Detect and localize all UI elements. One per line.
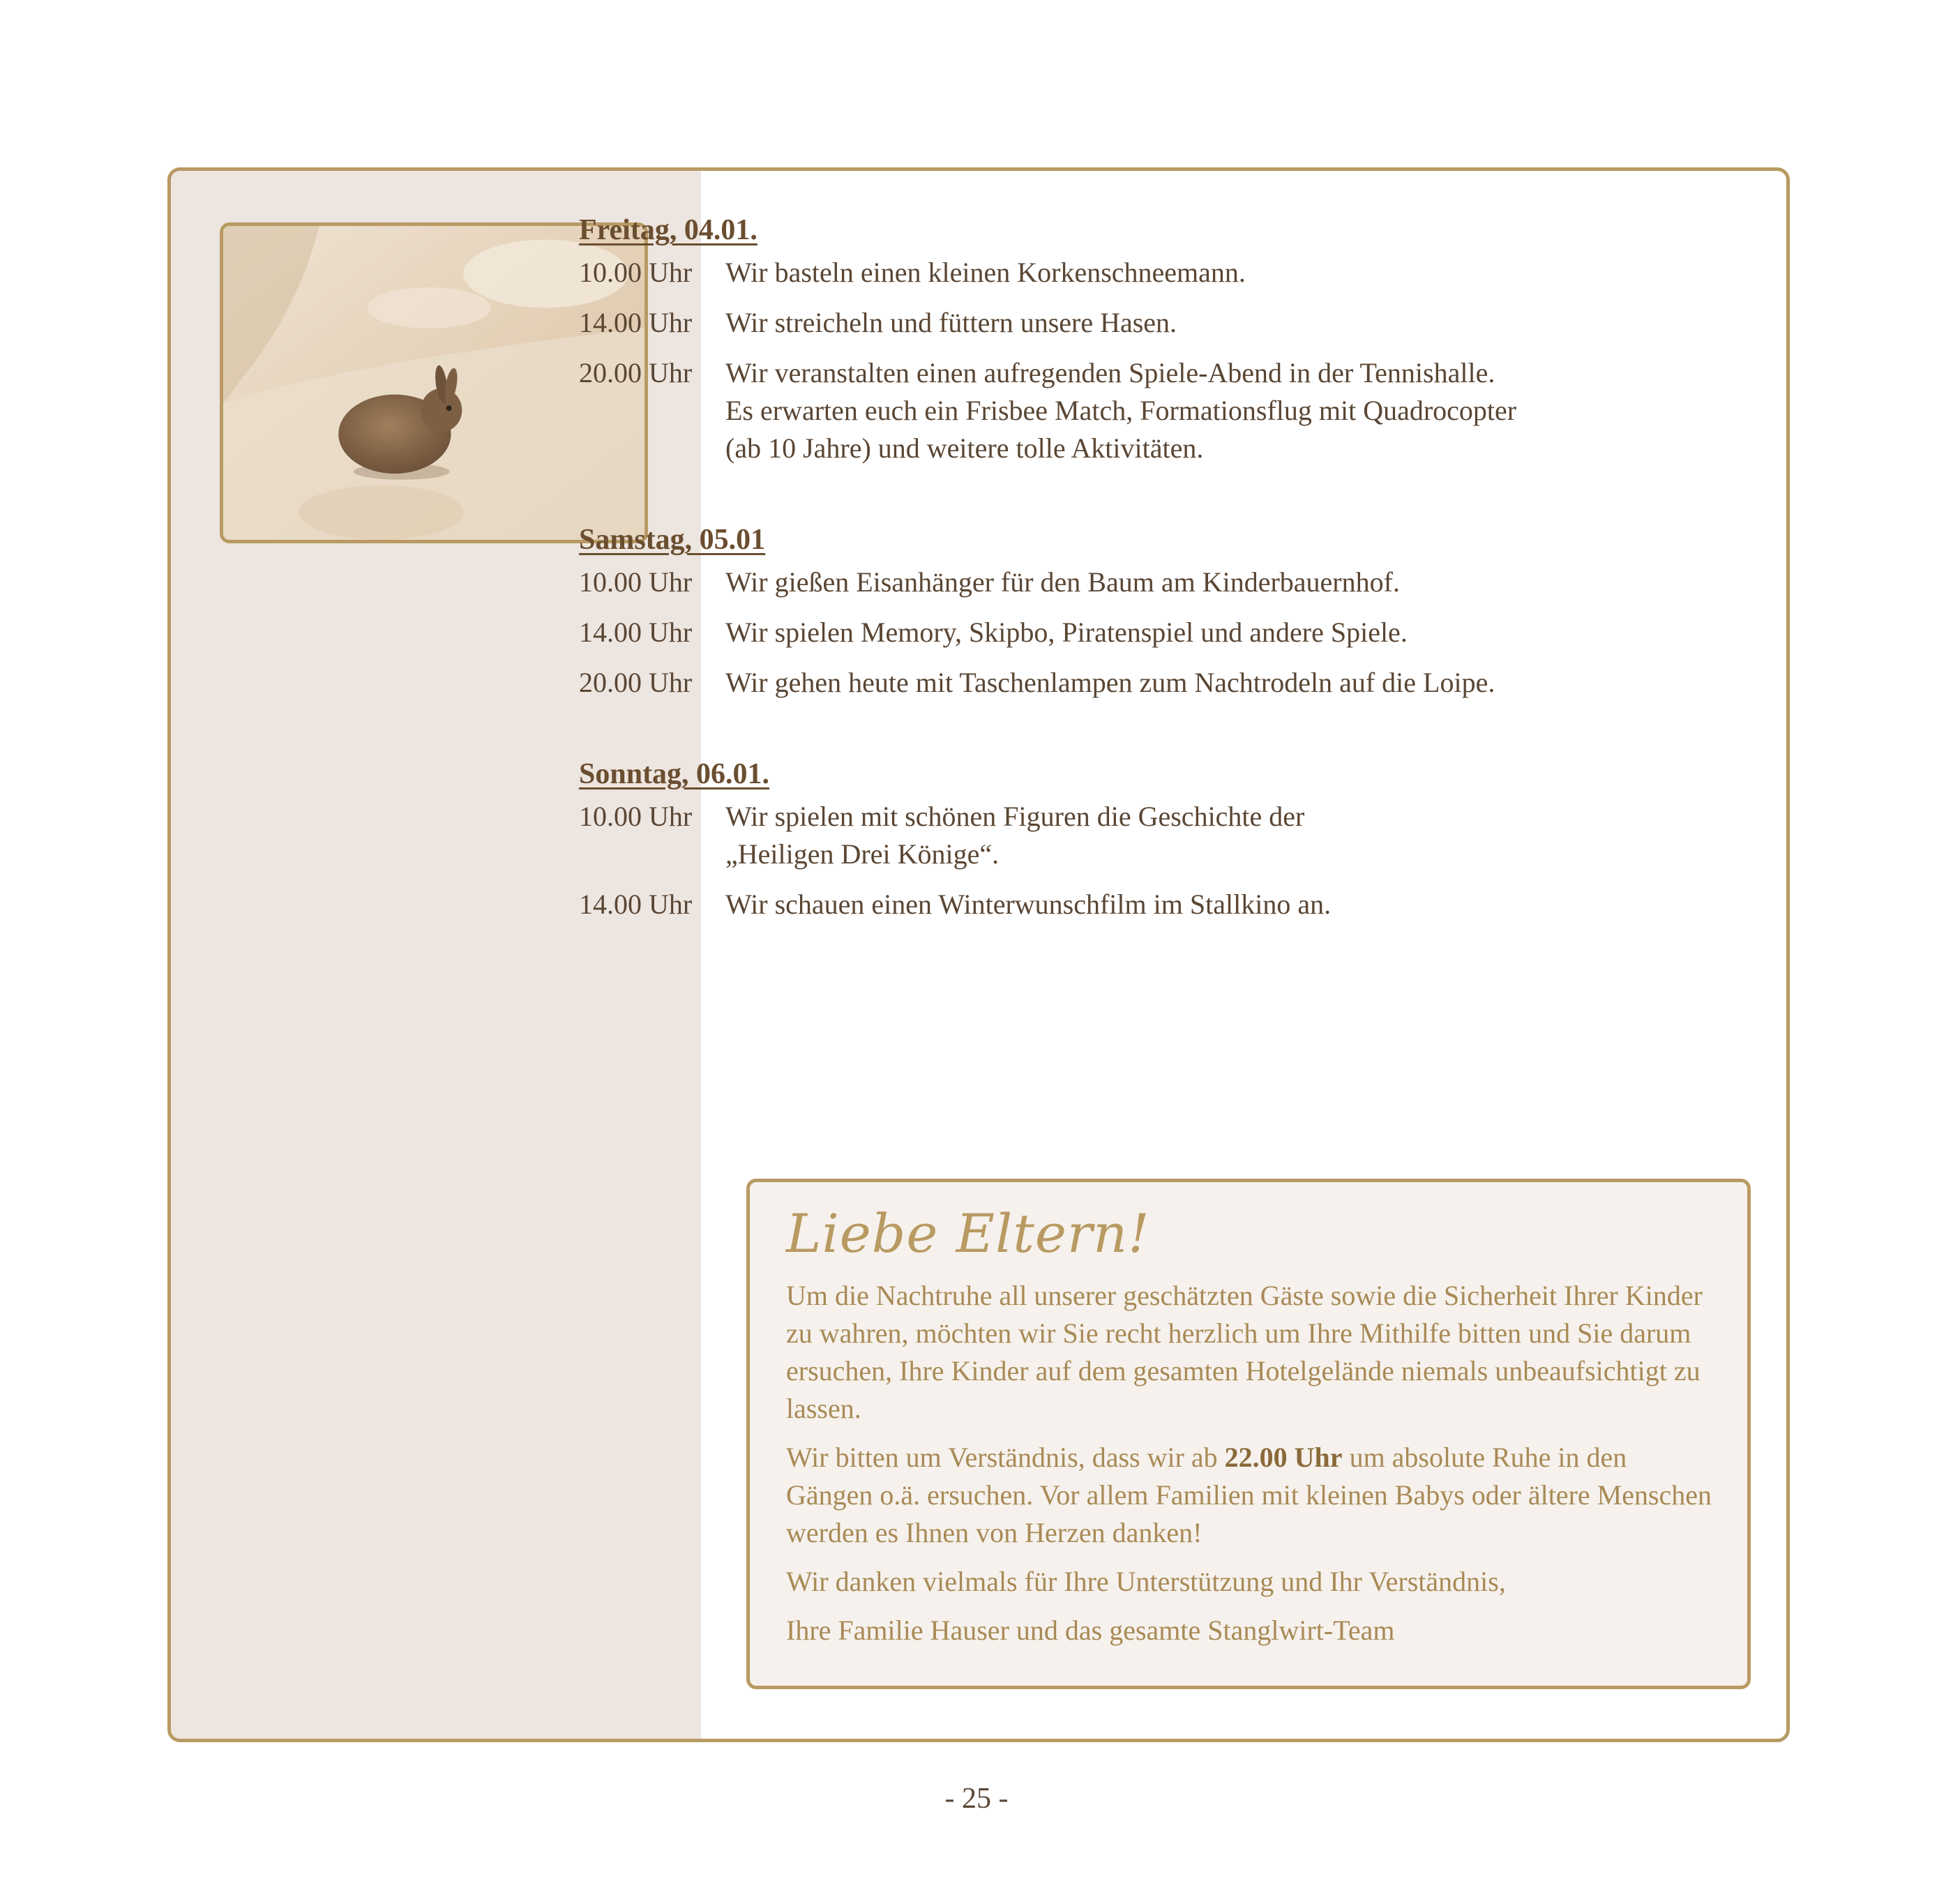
day-saturday	[579, 519, 1583, 702]
entry-time: 20.00 Uhr	[579, 357, 693, 388]
entry-text: Wir schauen einen Winterwunschfilm im Stallkino an.	[725, 889, 1332, 920]
notice-paragraph	[786, 1439, 1712, 1552]
entry-time: 10.00 Uhr	[579, 257, 693, 288]
page-number: - 25 -	[944, 1783, 1009, 1815]
schedule-entry	[579, 564, 1583, 601]
day-title: Samstag, 05.01	[579, 524, 766, 556]
notice-text: Wir bitten um Verständnis, dass wir ab	[786, 1442, 1225, 1473]
notice-paragraph: Wir danken vielmals für Ihre Unterstützung und Ihr Verständnis,	[786, 1566, 1506, 1597]
notice-paragraph: Um die Nachtruhe all unserer geschätzten Gäste sowie die Sicherheit Ihrer Kinder zu wahren, möchten wir Sie recht herzlich um Ihre Mithilfe bitten und Sie darum ersuchen, Ihre Kinder auf dem gesamten Hotelgelände niemals unbeaufsichtigt zu lassen.	[786, 1280, 1703, 1424]
entry-time: 20.00 Uhr	[579, 667, 693, 698]
entry-text: Wir gehen heute mit Taschenlampen zum Nachtrodeln auf die Loipe.	[725, 667, 1495, 698]
schedule-entry	[579, 354, 1583, 467]
entry-text: Wir veranstalten einen aufregenden Spiele-Abend in der Tennishalle. Es erwarten euch ein Frisbee Match, Formationsflug mit Quadrocopter (ab 10 Jahre) und weitere tolle Aktivitäten.	[725, 357, 1517, 464]
schedule-content	[579, 209, 1583, 975]
notice-signature: Ihre Familie Hauser und das gesamte Stanglwirt-Team	[786, 1615, 1395, 1646]
day-friday	[579, 209, 1583, 467]
entry-text: Wir streicheln und füttern unsere Hasen.	[725, 307, 1177, 338]
notice-title: Liebe Eltern!	[786, 1202, 1150, 1264]
entry-time: 10.00 Uhr	[579, 801, 693, 832]
day-title: Sonntag, 06.01.	[579, 758, 770, 790]
notice-text: um absolute Ruhe in den Gängen o.ä. ersuchen. Vor allem Familien mit kleinen Babys oder ältere Menschen werden es Ihnen von Herzen danken!	[786, 1442, 1712, 1548]
day-sunday	[579, 753, 1583, 923]
entry-time: 14.00 Uhr	[579, 617, 693, 648]
schedule-entry	[579, 254, 1583, 292]
day-title: Freitag, 04.01.	[579, 214, 757, 246]
entry-text: Wir gießen Eisanhänger für den Baum am Kinderbauernhof.	[725, 566, 1400, 598]
quiet-time: 22.00 Uhr	[1224, 1442, 1343, 1473]
entry-time: 10.00 Uhr	[579, 566, 693, 598]
schedule-entry	[579, 886, 1583, 923]
entry-text: Wir spielen Memory, Skipbo, Piratenspiel und andere Spiele.	[725, 617, 1408, 648]
entry-time: 14.00 Uhr	[579, 307, 693, 338]
entry-time: 14.00 Uhr	[579, 889, 693, 920]
entry-text: Wir basteln einen kleinen Korkenschneemann.	[725, 257, 1246, 288]
schedule-entry	[579, 614, 1583, 651]
schedule-entry	[579, 304, 1583, 342]
schedule-entry	[579, 664, 1583, 702]
parents-notice-box	[746, 1179, 1751, 1689]
entry-text: Wir spielen mit schönen Figuren die Geschichte der „Heiligen Drei Könige“.	[725, 801, 1305, 870]
schedule-entry	[579, 798, 1583, 873]
